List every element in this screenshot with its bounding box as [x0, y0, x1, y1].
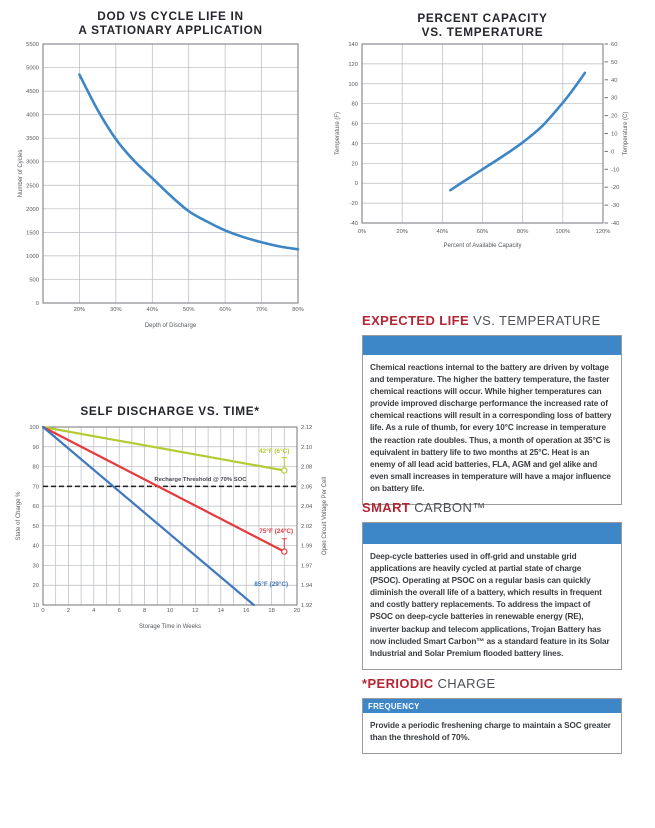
svg-text:Temperature (C): Temperature (C)	[623, 111, 629, 156]
svg-text:2.12: 2.12	[301, 425, 313, 431]
svg-text:20: 20	[611, 113, 618, 120]
panel-header-bar	[363, 699, 621, 713]
svg-text:6: 6	[117, 608, 121, 614]
series-capacity-vs-temperature-curve	[450, 73, 585, 190]
svg-text:Storage Time in Weeks: Storage Time in Weeks	[139, 624, 201, 630]
series-end-marker	[282, 468, 287, 473]
svg-text:3500: 3500	[26, 136, 39, 143]
svg-text:12: 12	[192, 608, 199, 614]
svg-text:Depth of Discharge: Depth of Discharge	[144, 323, 197, 329]
svg-text:140: 140	[348, 42, 358, 48]
svg-text:-40: -40	[611, 221, 620, 227]
svg-text:-20: -20	[611, 185, 620, 192]
panel-header-bar	[363, 523, 621, 544]
svg-text:20%: 20%	[73, 307, 86, 313]
svg-text:60: 60	[32, 504, 39, 511]
svg-text:80%: 80%	[292, 307, 304, 313]
svg-text:1.99: 1.99	[301, 543, 313, 550]
panel-bar-label: FREQUENCY	[368, 701, 420, 711]
svg-text:20%: 20%	[396, 229, 408, 235]
svg-text:2.06: 2.06	[301, 484, 313, 491]
svg-text:50%: 50%	[182, 307, 195, 313]
svg-text:0%: 0%	[357, 229, 367, 235]
svg-text:Number of Cycles: Number of Cycles	[18, 149, 24, 198]
heading-rest-text: VS. TEMPERATURE	[473, 313, 601, 328]
chart-title-capacity	[362, 12, 603, 39]
heading-rest-text: CARBON™	[414, 500, 486, 515]
percent-capacity-plot	[330, 38, 655, 266]
svg-text:100: 100	[29, 425, 39, 431]
panel-header-bar	[363, 336, 621, 355]
svg-text:10: 10	[32, 603, 39, 609]
chart-percent-capacity-vs-temperature	[330, 8, 655, 270]
svg-text:30: 30	[611, 95, 618, 102]
svg-text:30: 30	[32, 563, 39, 570]
heading-rest-text: CHARGE	[437, 676, 496, 691]
svg-text:5000: 5000	[26, 65, 39, 72]
svg-text:18: 18	[268, 608, 275, 614]
svg-text:5500: 5500	[26, 42, 39, 48]
svg-text:-40: -40	[349, 221, 358, 227]
info-panel	[362, 335, 622, 505]
heading-accent-text: EXPECTED LIFE	[362, 313, 470, 328]
heading-accent-text: *PERIODIC	[362, 676, 434, 691]
svg-text:50: 50	[611, 59, 618, 66]
svg-text:500: 500	[29, 277, 39, 284]
svg-text:Percent of Available Capacity: Percent of Available Capacity	[443, 243, 522, 249]
section-periodic-charge	[362, 676, 622, 754]
section-body-text: Chemical reactions internal to the battery are driven by voltage and temperature. The higher the battery temperature, the faster chemical reactions will occur. While higher temperatures can provide improved discharge performance the increased rate of chemical reactions will result in a corresponding loss of battery life. As a rule of thumb, for every 10°C increase in temperature the reaction rate doubles. Thus, a month of operation at 35°C is equivalent in battery life to two months at 25°C. Heat is an enemy of all lead acid batteries, FLA, AGM and gel alike and even small increases in temperature will have a major influence on battery life.	[370, 363, 612, 493]
svg-text:2.10: 2.10	[301, 444, 313, 451]
svg-text:40: 40	[351, 141, 358, 148]
chart-title-line: SELF DISCHARGE VS. TIME*	[80, 404, 260, 418]
svg-text:3000: 3000	[26, 159, 39, 166]
svg-text:42°F (6°C): 42°F (6°C)	[259, 448, 290, 456]
svg-text:1000: 1000	[26, 253, 39, 260]
svg-text:-20: -20	[349, 201, 358, 208]
svg-text:2500: 2500	[26, 183, 39, 190]
svg-text:100: 100	[348, 81, 358, 88]
svg-text:2: 2	[66, 608, 71, 614]
svg-text:90: 90	[32, 444, 39, 451]
section-body-text: Deep-cycle batteries used in off-grid and unstable grid applications are heavily cycled at partial state of charge (PSOC). Operating at PSOC on a regular basis can quickly diminish the overall life of a battery, which results in frequent and costly battery replacements. To address the impact of PSOC on deep-cycle batteries in renewable energy (RE), inverter backup and telecom applications, Trojan Battery has now included Smart Carbon™ as a standard feature in its Solar Industrial and Solar Premium flooded battery lines.	[370, 552, 610, 658]
svg-text:Recharge Threshold @ 70% SOC: Recharge Threshold @ 70% SOC	[154, 476, 247, 483]
svg-text:50: 50	[32, 523, 39, 530]
chart-title-self-discharge	[43, 405, 297, 419]
svg-text:16: 16	[242, 608, 250, 614]
section-body-text: Provide a periodic freshening charge to maintain a SOC greater than the threshold of 70%.	[370, 721, 611, 743]
self-discharge-plot	[10, 420, 350, 638]
svg-text:20: 20	[351, 161, 358, 168]
svg-text:20: 20	[293, 608, 301, 614]
chart-dod-vs-cycle-life	[10, 8, 325, 348]
svg-text:State of Charge %: State of Charge %	[16, 491, 22, 541]
svg-text:-30: -30	[611, 203, 620, 210]
chart-self-discharge-vs-time	[10, 398, 350, 638]
svg-text:2000: 2000	[26, 206, 39, 213]
svg-text:70: 70	[32, 484, 39, 491]
series-75F-24C-line	[43, 427, 284, 552]
svg-text:80: 80	[32, 464, 39, 471]
svg-text:120: 120	[348, 61, 358, 68]
svg-text:85°F (29°C): 85°F (29°C)	[254, 581, 289, 589]
svg-text:40: 40	[32, 543, 39, 550]
chart-title-line: DOD VS CYCLE LIFE IN	[97, 9, 244, 23]
svg-text:40%: 40%	[436, 229, 449, 235]
series-85F-29C-line	[43, 427, 254, 605]
svg-text:40: 40	[611, 77, 618, 84]
svg-text:120%: 120%	[595, 229, 611, 235]
svg-text:4: 4	[92, 608, 96, 614]
series-end-marker	[282, 549, 287, 554]
svg-text:2.08: 2.08	[301, 464, 313, 471]
chart-title-line: PERCENT CAPACITY	[417, 11, 548, 25]
chart-title-dod	[43, 10, 298, 37]
svg-text:1.97: 1.97	[301, 563, 313, 570]
section-heading-periodic-charge	[362, 676, 622, 691]
svg-text:75°F (24°C): 75°F (24°C)	[259, 527, 294, 535]
svg-text:20: 20	[32, 583, 39, 590]
svg-text:-10: -10	[611, 167, 620, 174]
svg-text:4000: 4000	[26, 112, 39, 119]
svg-text:40%: 40%	[146, 307, 159, 313]
svg-text:10: 10	[611, 131, 618, 138]
svg-text:14: 14	[217, 608, 225, 614]
svg-text:2.04: 2.04	[301, 504, 313, 511]
svg-text:Temperature (F): Temperature (F)	[335, 111, 341, 156]
svg-text:30%: 30%	[110, 307, 122, 313]
svg-text:60: 60	[611, 42, 618, 48]
svg-text:60: 60	[351, 121, 358, 128]
svg-text:0: 0	[354, 181, 358, 188]
svg-text:0: 0	[611, 149, 615, 156]
info-panel	[362, 522, 622, 670]
svg-text:0: 0	[35, 301, 39, 307]
svg-text:60%: 60%	[219, 307, 231, 313]
svg-text:0: 0	[41, 608, 45, 614]
svg-text:80%: 80%	[516, 229, 529, 235]
svg-text:80: 80	[351, 101, 358, 108]
series-42F-6C-line	[43, 427, 284, 471]
chart-title-line: A STATIONARY APPLICATION	[78, 22, 263, 37]
heading-accent-text: SMART	[362, 500, 411, 515]
dod-cycle-life-plot	[10, 38, 325, 340]
svg-text:Open Circuit Voltage Per Cell: Open Circuit Voltage Per Cell	[322, 476, 328, 556]
chart-title-line: VS. TEMPERATURE	[421, 24, 544, 39]
section-smart-carbon	[362, 500, 622, 670]
svg-text:10: 10	[166, 608, 174, 614]
svg-text:60%: 60%	[476, 229, 489, 235]
section-expected-life	[362, 313, 622, 505]
svg-text:1.94: 1.94	[301, 583, 313, 590]
svg-text:1.92: 1.92	[301, 603, 313, 609]
svg-text:1500: 1500	[26, 230, 39, 237]
info-panel	[362, 698, 622, 754]
svg-text:70%: 70%	[255, 307, 268, 313]
svg-text:4500: 4500	[26, 89, 39, 96]
section-heading-smart-carbon	[362, 500, 622, 515]
svg-text:100%: 100%	[555, 229, 571, 235]
svg-text:2.02: 2.02	[301, 523, 313, 530]
section-heading-expected-life	[362, 313, 622, 328]
svg-text:8: 8	[142, 608, 147, 614]
